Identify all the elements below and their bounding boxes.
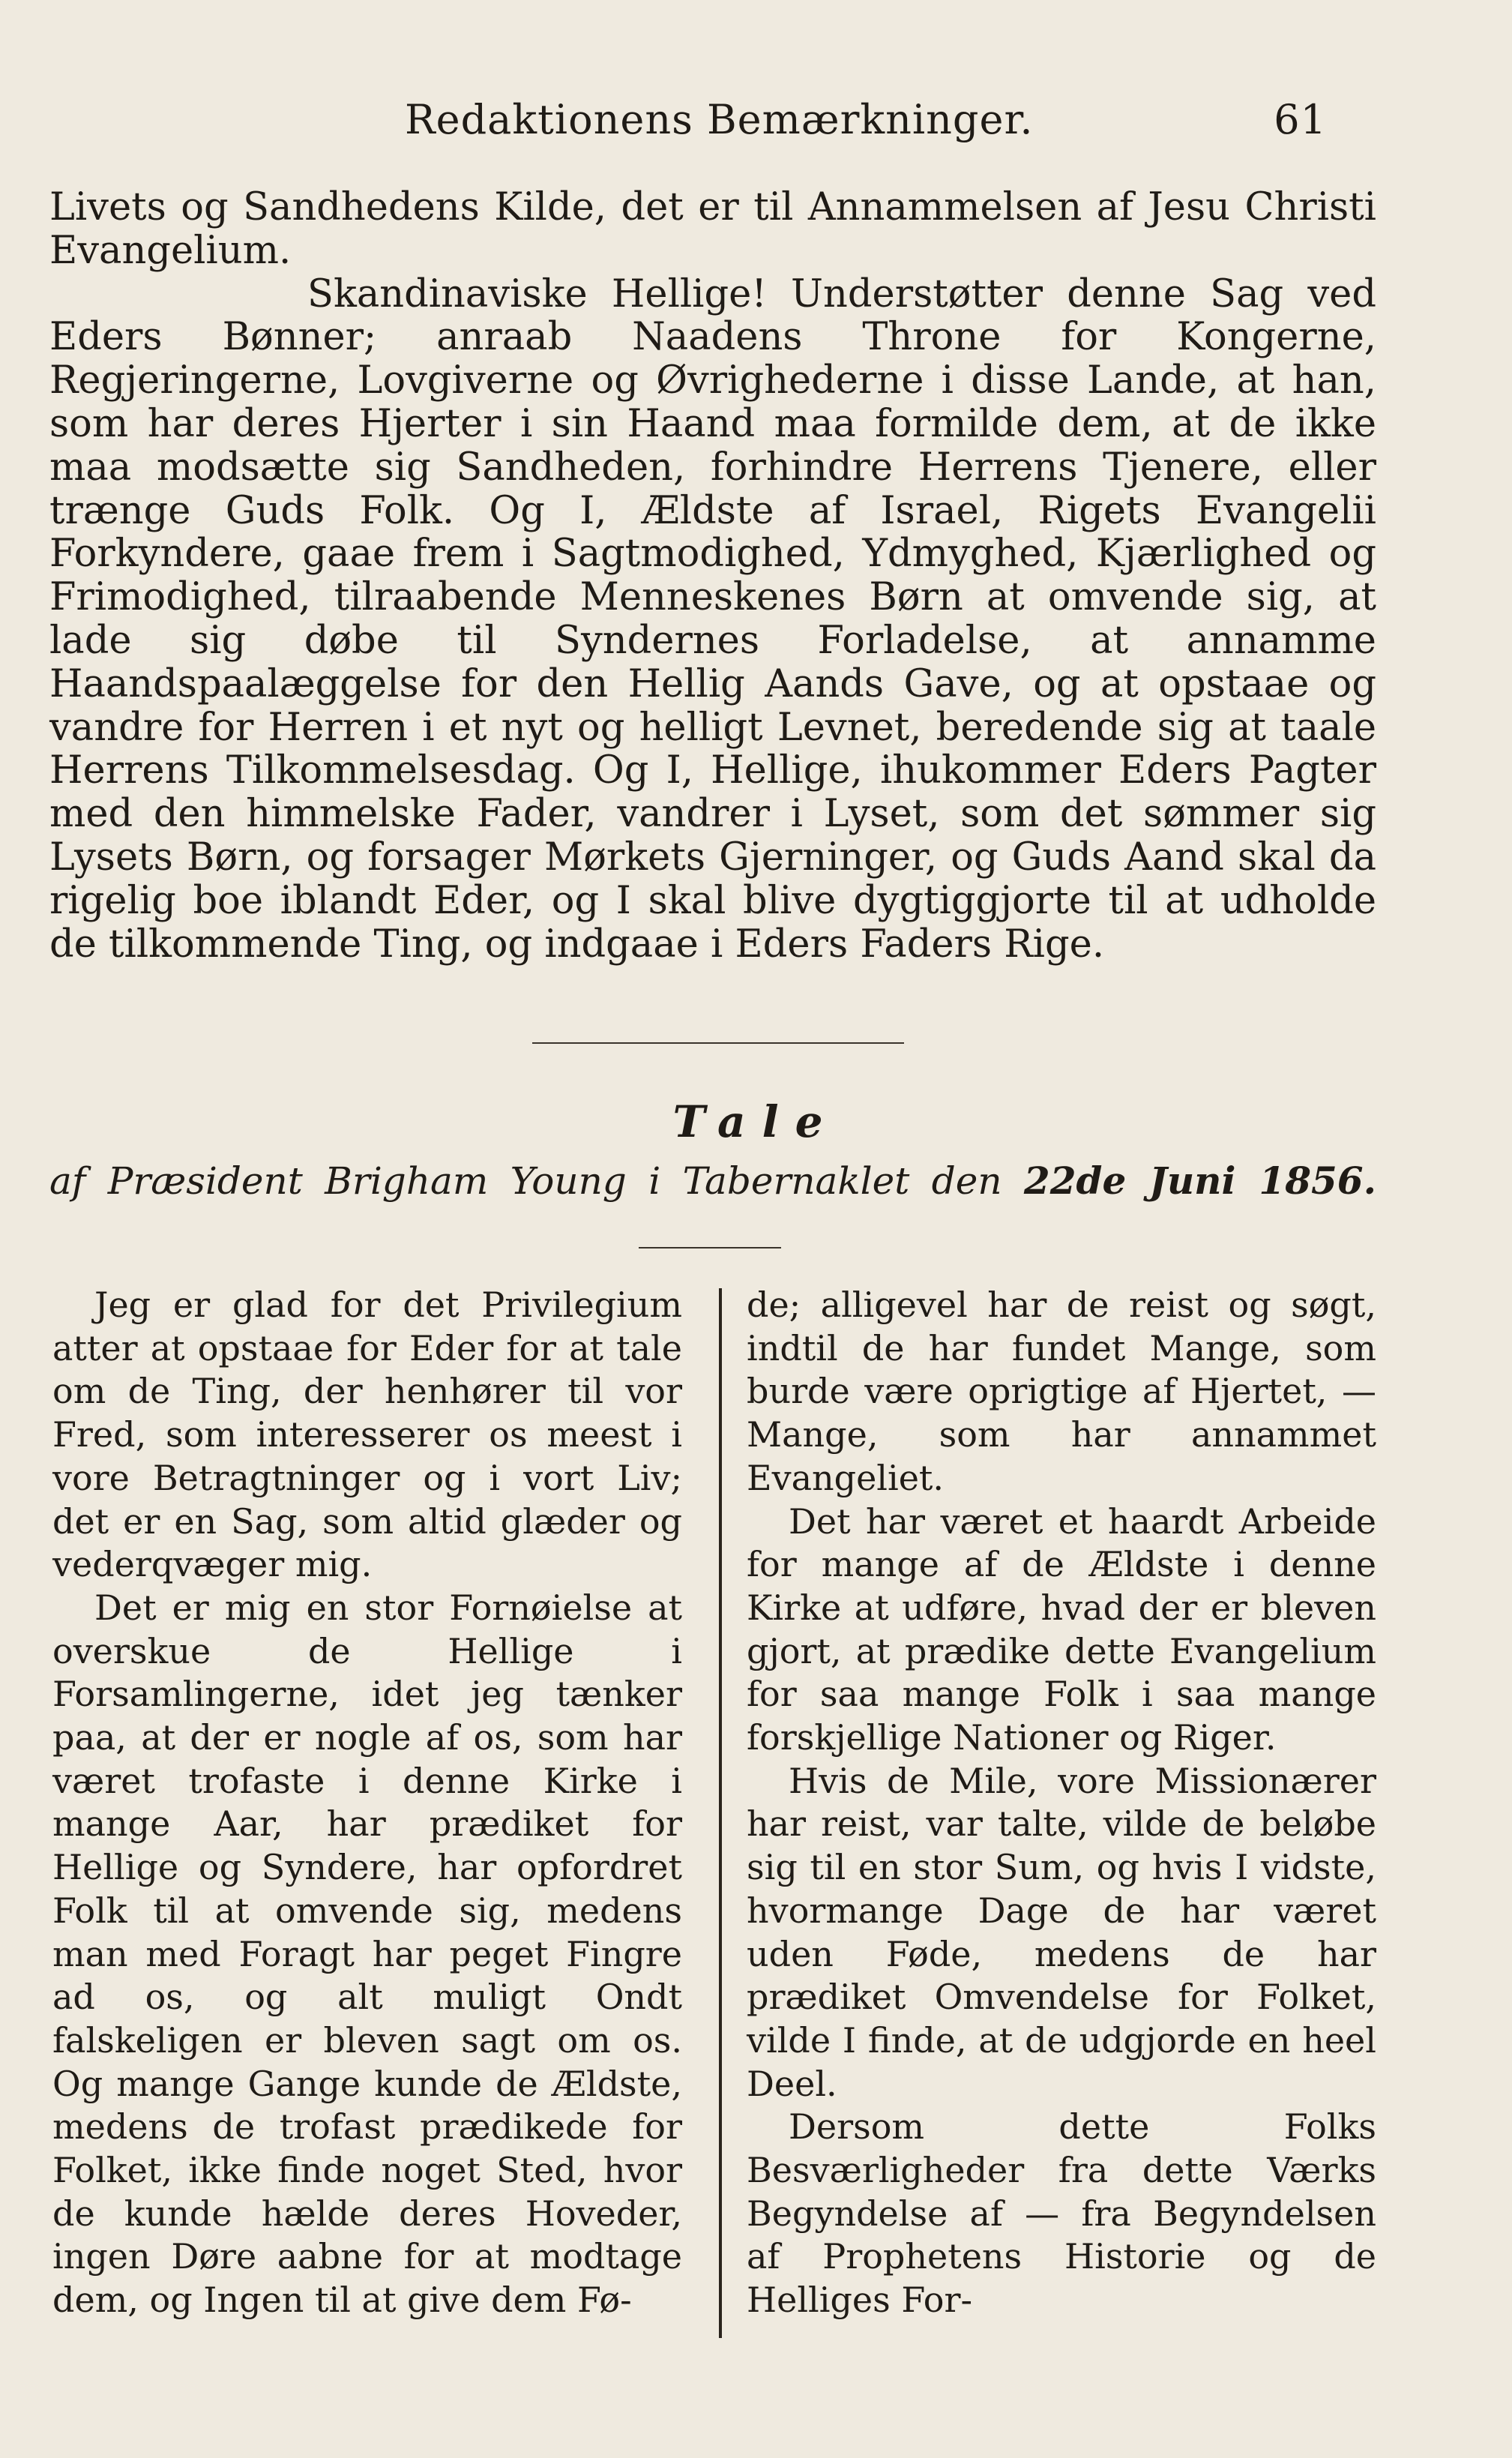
column-paragraph: Hvis de Mile, vore Missionærer har reist, var talte, vilde de beløbe sig til en stor Sum, og hvis I vidste, hvormange Dage de har været uden Føde, medens de har prædiket Omvendelse for Folket, vilde I finde, at de udgjorde en heel Deel.	[747, 1760, 1376, 2104]
right-column	[747, 1284, 1376, 2322]
intro-paragraph: Skandinaviske Hellige! Understøtter denne Sag ved Eders Bønner; anraab Naadens Throne for Kongerne, Regjeringerne, Lovgiverne og Øvrighederne i disse Lande, at han, som har deres Hjerter i sin Haand maa formilde dem, at de ikke maa modsætte sig Sandheden, forhindre Herrens Tjenere, eller trænge Guds Folk. Og I, Ældste af Israel, Rigets Evangelii Forkyndere, gaae frem i Sagtmodighed, Ydmyghed, Kjærlighed og Frimodighed, tilraabende Menneskenes Børn at omvende sig, at lade sig døbe til Syndernes Forladelse, at annamme Haandspaalæggelse for den Hellig Aands Gave, og at opstaae og vandre for Herren i et nyt og helligt Levnet, beredende sig at taale Herrens Tilkommelsesdag. Og I, Hellige, ihukommer Eders Pagter med den himmelske Fader, vandrer i Lyset, som det sømmer sig Lysets Børn, og forsager Mørkets Gjerninger, og Guds Aand skal da rigelig boe iblandt Eder, og I skal blive dygtiggjorte til at udholde de tilkommende Ting, og indgaae i Eders Faders Rige.	[49, 271, 1376, 967]
intro-paragraph: Livets og Sandhedens Kilde, det er til Annammelsen af Jesu Christi Evangelium.	[49, 185, 1376, 273]
column-paragraph: Det er mig en stor Fornøielse at overskue de Hellige i Forsamlingerne, idet jeg tænker paa, at der er nogle af os, som har været trofaste i denne Kirke i mange Aar, har prædiket for Hellige og Syndere, har opfordret Folk til at omvende sig, medens man med Foragt har peget Fingre ad os, og alt muligt Ondt falskeligen er bleven sagt om os. Og mange Gange kunde de Ældste, medens de trofast prædikede for Folket, ikke finde noget Sted, hvor de kunde hælde deres Hoveder, ingen Døre aabne for at modtage dem, og Ingen til at give dem Fø-	[52, 1587, 682, 2321]
column-paragraph: Det har været et haardt Arbeide for mange af de Ældste i denne Kirke at udføre, hvad der er bleven gjort, at prædike dette Evangelium for saa mange Folk i saa mange forskjellige Nationer og Riger.	[747, 1500, 1376, 1758]
running-header	[405, 96, 1327, 156]
column-paragraph: Jeg er glad for det Privilegium atter at opstaae for Eder for at tale om de Ting, der henhører til vor Fred, som interesserer os meest i vore Betragtninger og i vort Liv; det er en Sag, som altid glæder og vederqvæger mig.	[52, 1284, 682, 1585]
column-paragraph: de; alligevel har de reist og søgt, indtil de har fundet Mange, som burde være oprigtige af Hjertet, — Mange, som har annammet Evangeliet.	[747, 1284, 1376, 1498]
column-paragraph: Dersom dette Folks Besværligheder fra dette Værks Begyndelse af — fra Begyndelsen af Prophetens Historie og de Helliges For-	[747, 2106, 1376, 2321]
speech-date: 22de Juni 1856.	[1023, 1159, 1377, 1203]
left-column	[52, 1284, 682, 2322]
speech-subtitle-prefix: af Præsident Brigham Young i Tabernaklet den	[49, 1159, 1024, 1203]
intro-text	[49, 186, 1376, 966]
column-divider	[719, 1288, 722, 2338]
running-header-title: Redaktionens Bemærkninger.	[405, 96, 1034, 143]
page-number: 61	[1274, 96, 1327, 143]
speech-title: Tale	[672, 1096, 840, 1147]
title-divider	[639, 1247, 781, 1248]
speech-subtitle	[49, 1159, 1376, 1203]
section-divider	[532, 1042, 904, 1044]
